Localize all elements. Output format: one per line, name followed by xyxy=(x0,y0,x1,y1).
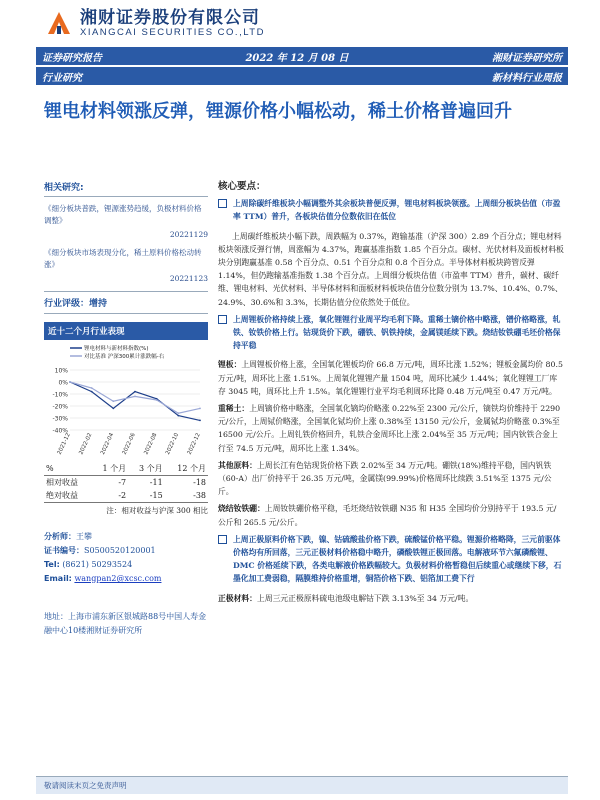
para-label: 重稀土： xyxy=(218,404,250,414)
data-point xyxy=(112,408,114,410)
table-cell: -11 xyxy=(149,478,163,487)
x-tick-label: 2022-04 xyxy=(99,432,116,456)
performance-heading: 近十二个月行业表现 xyxy=(44,322,208,340)
data-point xyxy=(156,399,158,401)
table-cell: 相对收益 xyxy=(46,478,78,487)
company-name-cn: 湘财证券股份有限公司 xyxy=(80,7,260,28)
analyst-name: 王攀 xyxy=(76,532,92,541)
table-cell: -15 xyxy=(128,489,165,503)
company-logo-icon xyxy=(44,8,74,38)
paragraph xyxy=(218,459,564,499)
core-points-heading: 核心要点： xyxy=(218,181,266,192)
paragraph: 上周碳纤维板块小幅下跌，周跌幅为 0.37%，跑输基准（沪深 300）2.89 个百分点；锂电材料板块领涨反弹行情，周涨幅为 4.37%，跑赢基准指数 1.85 个百分点。碳材、光伏材料及面板材料板块分别跑赢基准 0.58 个百分点、0.51 个百分点和 0.8 个百分点。半导体材料板块跨管反弹 1.14%，但仍跑输基准指数 1.38 个百分点。上周细分板块估值（市盈率 TTM）普升，碳材、碳纤维、锂电材料、光伏材料、半导体材料和面板材料板块估值分位数分别为 13.7%、10.4%、0.7%、24.9%、30.6%和 3.3%，长期估值分位依然处于低位。 xyxy=(218,231,564,307)
analyst-label: 分析师： xyxy=(44,532,76,541)
performance-table xyxy=(44,462,208,503)
paragraph xyxy=(218,402,564,455)
y-tick-label: -30% xyxy=(52,415,68,423)
paragraph xyxy=(218,502,564,528)
related-link[interactable]: 《细分板块普跌，锂源涨势趋缓，负极材料价格调整》 xyxy=(44,204,202,225)
para-text: 上周长江有色钴现货价格下跌 2.02%至 34 万元/吨。硼铁(18%)维持平稳，国内钒铁（60-A）出厂价持平于 26.35 万元/吨，金属镁(99.99%)价格周环比续跌 3.51%至 1375 元/公斤。 xyxy=(218,460,552,497)
performance-chart-svg xyxy=(44,342,208,460)
highlight-point xyxy=(218,533,564,586)
legend-label: 对比基准 沪深300累计涨跌幅-右 xyxy=(84,354,165,360)
para-text: 上周镝价格中略涨，全国氧化镝均价略涨 0.22%至 2300 元/公斤，镝铁均价维持于 2290 元/公斤，上周铽价略涨，全国氧化铽均价上涨 0.38%至 13150 元/公斤，金属铽均价略涨 0.3%至 16500 元/公斤。上周钆铁价格回升，轧铁合金周环比上涨 2.04%至 35 万元/吨；国内钬铁合金上行至 74.5 万元/吨，周环比上涨 1.34%。 xyxy=(218,404,561,453)
highlight-text: 上周除碳纤维板块小幅调整外其余板块普便反弹，锂电材料板块领涨。上周细分板块估值（市盈率 TTM）普升，各板块估值分位数依旧在低位 xyxy=(233,199,561,222)
table-header: 1 个月 xyxy=(92,462,129,476)
cert-number: S0500520120001 xyxy=(84,546,156,555)
table-header: 3 个月 xyxy=(128,462,165,476)
analyst-info xyxy=(44,530,208,586)
data-point xyxy=(177,412,179,414)
checkbox-bullet-icon xyxy=(218,199,227,208)
x-tick-label: 2022-02 xyxy=(78,432,94,456)
legend-label: 锂电材料与新材料指数(%) xyxy=(84,346,149,352)
y-tick-label: -40% xyxy=(52,427,68,435)
para-text: 上周钕铁硼价格平稳，毛坯烧结钕铁硼 N35 和 H35 全国均价分别持平于 193.5 元/公斤和 265.5 元/公斤。 xyxy=(218,504,557,527)
para-label: 烧结钕铁硼： xyxy=(218,504,265,514)
x-tick-label: 2022-08 xyxy=(143,432,159,456)
table-cell: -7 xyxy=(118,478,127,487)
y-tick-label: -10% xyxy=(52,391,68,399)
data-point xyxy=(112,400,114,402)
highlight-text: 上周锂板价格持续上涨，氧化锂锂行业周平均毛利下降。重稀土镝价格中略涨，镨价格略涨，轧铁、钕铁价格上行。钴现货价下跌，硼铁、钒铁持续，金属镁延续下跌。烧结钕铁硼毛坯价格保持平稳 xyxy=(233,314,561,351)
para-label: 正极材料： xyxy=(218,593,257,603)
company-logo xyxy=(44,6,265,40)
table-row xyxy=(44,476,208,490)
y-tick-label: -20% xyxy=(52,403,68,411)
table-header: % xyxy=(44,462,92,476)
data-point xyxy=(91,391,93,393)
paragraph xyxy=(218,592,564,605)
table-cell: -18 xyxy=(193,478,206,487)
data-point xyxy=(199,408,201,410)
para-label: 锂板： xyxy=(218,360,242,370)
para-text: 上周锂板价格上涨，全国氧化锂板均价 66.8 万元/吨，周环比涨 1.52%；锂板金属均价 80.5 万元/吨，周环比上涨 1.51%。上周氧化锂锂产量 1504 吨，周环比减少 1.44%；氧化锂锂工厂库存 3045 吨，周环比上升 1.5%。氧化锂锂行业平均毛利周环比降 0.48 万元/吨至 0.47 万元/吨。 xyxy=(218,360,563,396)
industry-rating: 行业评级：增持 xyxy=(44,291,208,314)
sidebar xyxy=(44,180,208,586)
highlight-text: 上周正极原料价格下跌，镍、钴硫酸盐价格下跌，硫酸锰价格平稳。锂源价格略降，三元前驱体价格均有所回落，三元正极材料价格稳中略升，磷酸铁锂正极回落。电解液环节六氟磷酸锂、DMC 价格延续下跌，各类电解液价格跌幅较大。负极材料价格暂稳但后续重心或继续下移，石墨化加工费弱稳，隔膜维持价格重增，铜箔价格下跌、铝箔加工费下行 xyxy=(233,534,562,584)
cert-label: 证书编号： xyxy=(44,546,84,555)
data-point xyxy=(134,396,136,398)
highlight-point xyxy=(218,197,564,223)
address: 地址：上海市浦东新区银城路88号中国人寿金融中心10楼湘财证券研究所 xyxy=(44,612,207,635)
paragraph xyxy=(218,358,564,398)
performance-chart xyxy=(44,342,208,460)
email-link[interactable]: wangpan2@xcsc.com xyxy=(74,574,162,583)
report-date: 2022 年 12 月 08 日 xyxy=(245,52,349,64)
table-cell: 绝对收益 xyxy=(44,489,92,503)
report-type: 证券研究报告 xyxy=(42,52,102,64)
data-point xyxy=(91,387,93,389)
table-header: 12 个月 xyxy=(165,462,208,476)
table-note: 注：相对收益与沪深 300 相比 xyxy=(106,506,208,515)
data-point xyxy=(199,420,201,422)
table-row xyxy=(44,489,208,503)
disclaimer-footer: 敬请阅读末页之免责声明 xyxy=(36,776,568,794)
highlight-point xyxy=(218,313,564,353)
table-cell: -2 xyxy=(92,489,129,503)
table-cell: -38 xyxy=(165,489,208,503)
tel-label: Tel: xyxy=(44,560,60,569)
x-tick-label: 2021-12 xyxy=(56,432,72,456)
checkbox-bullet-icon xyxy=(218,315,227,324)
related-research-heading: 相关研究: xyxy=(44,180,208,197)
y-tick-label: 10% xyxy=(54,367,68,375)
tel-number: (8621) 50293524 xyxy=(62,560,133,569)
series-line xyxy=(70,382,200,413)
report-category: 行业研究 xyxy=(42,72,82,84)
report-meta-bar xyxy=(36,47,568,65)
checkbox-bullet-icon xyxy=(218,535,227,544)
para-text: 上周三元正极原料硫电池级电解钴下跌 3.13%至 34 万元/吨。 xyxy=(256,593,474,603)
report-category-bar xyxy=(36,67,568,85)
x-tick-label: 2022-06 xyxy=(121,432,137,456)
data-point xyxy=(177,415,179,417)
para-label: 其他原料： xyxy=(218,460,257,470)
x-tick-label: 2022-12 xyxy=(186,432,202,456)
data-point xyxy=(69,381,71,383)
x-tick-label: 2022-10 xyxy=(164,432,181,456)
company-name-en: XIANGCAI SECURITIES CO.,LTD xyxy=(80,26,265,38)
main-content xyxy=(218,180,564,609)
y-tick-label: 0% xyxy=(58,379,68,387)
related-date: 20221129 xyxy=(169,230,208,239)
email-label: Email: xyxy=(44,574,72,583)
page-title: 锂电材料领涨反弹，锂源价格小幅松动，稀土价格普遍回升 xyxy=(44,101,512,122)
report-series: 新材料行业周报 xyxy=(492,72,562,84)
related-date: 20221123 xyxy=(169,274,208,283)
data-point xyxy=(134,391,136,393)
related-link[interactable]: 《细分板块市场表现分化，稀土原料价格松动转涨》 xyxy=(44,248,202,269)
institute: 湘财证券研究所 xyxy=(491,52,562,64)
